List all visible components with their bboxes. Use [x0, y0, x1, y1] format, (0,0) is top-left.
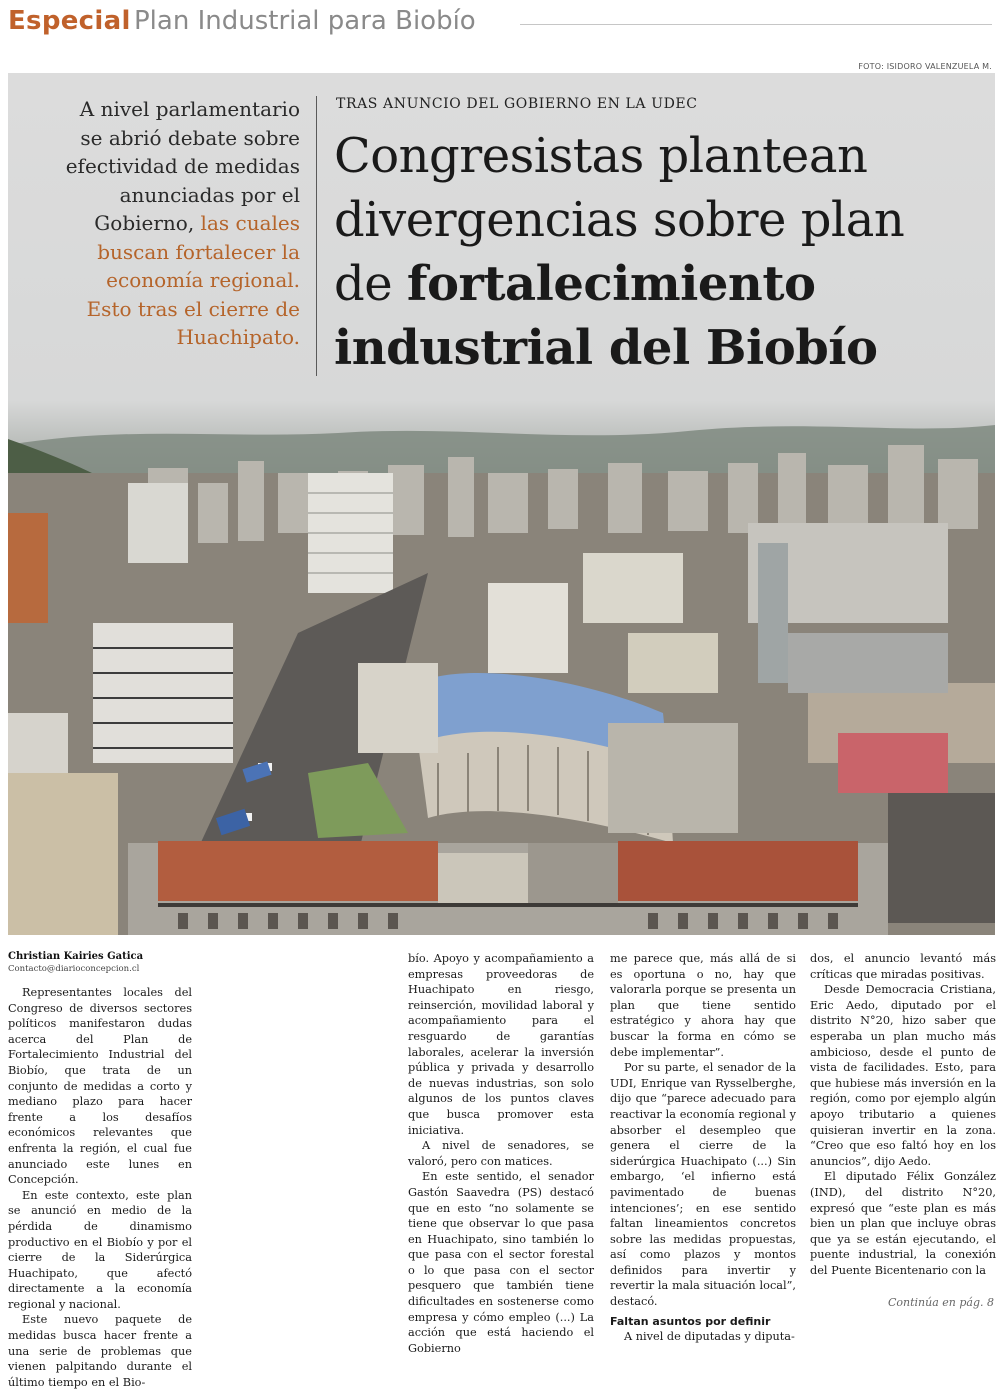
article-title	[334, 124, 994, 380]
byline	[8, 951, 143, 975]
subheading: Faltan asuntos por definir	[610, 1314, 771, 1328]
article-column-2	[408, 951, 594, 1356]
paragraph: El diputado Félix González (IND), del distrito N°20, expresó que “este plan es más bien un plan que incluye obras que ya se están ejecutando, el puente industrial, la conexión del Puente Bicentenario con la	[810, 1170, 996, 1277]
article-column-4	[810, 951, 996, 1278]
deck-text: A nivel parlamentario se abrió debate sobre efectividad de medidas anunciadas por el Gobierno,	[65, 97, 300, 235]
section-label: Especial	[8, 6, 131, 36]
article-kicker: TRAS ANUNCIO DEL GOBIERNO EN LA UDEC	[336, 96, 698, 112]
paragraph: Este nuevo paquete de medidas busca hacer frente a una serie de problemas que vienen palpitando durante el último tiempo en el Bio-	[8, 1313, 192, 1389]
paragraph: dos, el anuncio levantó más críticas que miradas positivas.	[810, 952, 996, 981]
continued-on-page: Continúa en pág. 8	[887, 1296, 994, 1309]
title-line-4: industrial del Biobío	[334, 320, 878, 376]
paragraph: En este contexto, este plan se anunció en medio de la pérdida de dinamismo productivo en el Biobío y por el cierre de la Siderúrgica Huachipato, que afectó directamente a la economía regional y nacional.	[8, 1188, 192, 1311]
photo-credit: FOTO: ISIDORO VALENZUELA M.	[858, 62, 992, 71]
paragraph: A nivel de diputadas y diputa-	[624, 1329, 795, 1343]
paragraph: Desde Democracia Cristiana, Eric Aedo, diputado por el distrito N°20, hizo saber que esperaba un plan mucho más ambicioso, desde el punto de vista de facilidades. Esto, para que hubiese más inversión en la región, como por ejemplo algún apoyo tributario a quienes quisieran invertir en la zona. “Creo que eso faltó hoy en los anuncios”, dijo Aedo.	[810, 983, 996, 1168]
author-email: Contacto@diarioconcepcion.cl	[8, 964, 140, 974]
header-divider	[520, 24, 992, 25]
deck-accent-text: las cuales buscan fortalecer la economía regional. Esto tras el cierre de Huachipato.	[86, 211, 300, 349]
section-header	[8, 4, 992, 44]
article-column-3	[610, 951, 796, 1344]
title-line-3	[334, 252, 994, 316]
paragraph: En este sentido, el senador Gastón Saavedra (PS) destacó que en esto “no solamente se tiene que observar lo que pasa en Huachipato, sino también lo que pasa con el sector forestal o lo que pasa con el sector pesquero que también tiene dificultades en sostenerse como empresa y cómo empleo (...) La acción que está haciendo el Gobierno	[408, 1170, 594, 1355]
paragraph: bío. Apoyo y acompañamiento a empresas proveedoras de Huachipato en riesgo, reinserción, movilidad laboral y acompañamiento para el resguardo de garantías laborales, acelerar la inversión pública y privada y desarrollo de nuevas industrias, son solo algunos de los puntos claves que busca promover esta iniciativa.	[408, 952, 594, 1137]
title-line-1: Congresistas plantean	[334, 128, 868, 184]
title-line-3-plain: de	[334, 256, 407, 312]
paragraph: A nivel de senadores, se valoró, pero con matices.	[408, 1139, 594, 1168]
author-name: Christian Kairies Gatica	[8, 951, 144, 962]
title-line-3-bold: fortalecimiento	[406, 256, 816, 312]
article-deck	[60, 95, 300, 352]
paragraph: Por su parte, el senador de la UDI, Enrique van Rysselberghe, dijo que “parece adecuado para reactivar la economía regional y absorber el desempleo que genera el cierre de la siderúrgica Huachipato (...) Sin embargo, ‘el infierno está pavimentado de buenas intenciones’; en ese sentido faltan lineamientos concretos sobre las medidas propuestas, así como plazos y montos definidos para invertir y revertir la mala situación local”, destacó.	[610, 1061, 796, 1309]
section-topic: Plan Industrial para Biobío	[134, 6, 476, 36]
title-line-2: divergencias sobre plan	[334, 192, 905, 248]
article-column-1	[8, 985, 192, 1390]
deck-divider	[316, 96, 317, 376]
paragraph: Representantes locales del Congreso de diversos sectores políticos manifestaron dudas acerca del Plan de Fortalecimiento Industrial del Biobío, que trata de un conjunto de medidas a corto y mediano plazo para hacer frente a los desafíos económicos relevantes que enfrenta la región, el cual fue anunciado este lunes en Concepción.	[8, 986, 192, 1187]
paragraph: me parece que, más allá de si es oportuna o no, hay que valorarla porque se presenta un plan que tiene sentido estratégico y ahora hay que buscar la forma en cómo se debe implementar”.	[610, 952, 796, 1059]
